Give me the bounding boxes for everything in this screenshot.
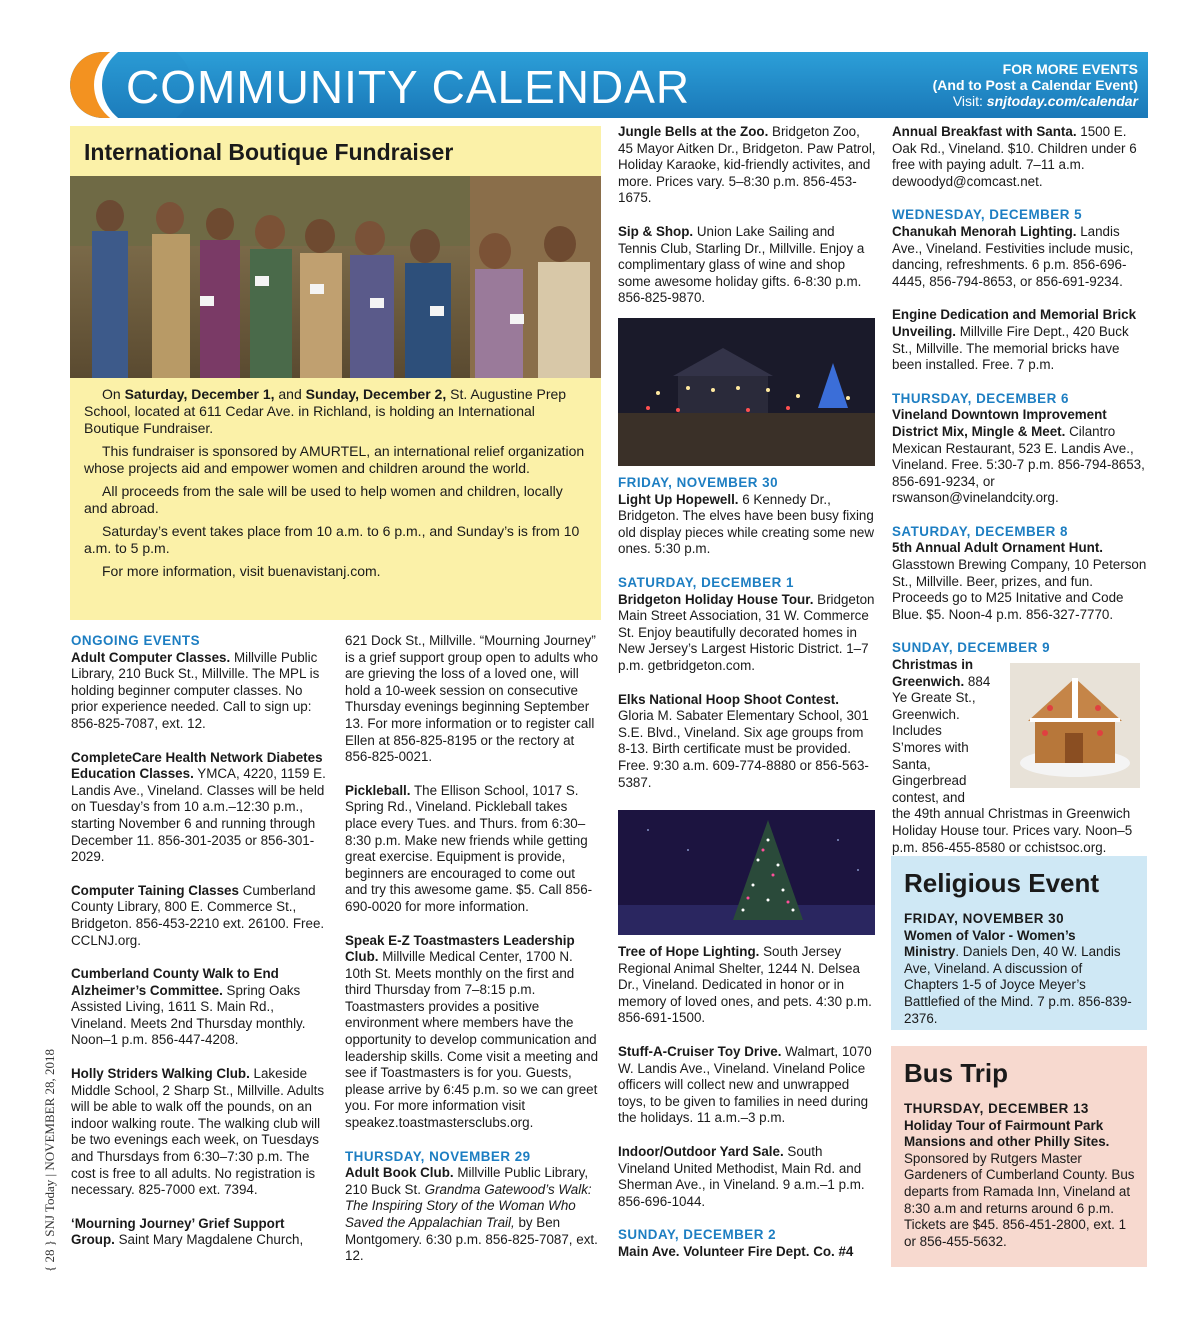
- feature-paragraph: For more information, visit buenavistanj.com.: [102, 563, 381, 579]
- event-details: Millville Public Library, 210 Buck St., Millville. The MPL is holding beginner computer classes. No prior experience needed. Call to sign up: 856-825-7087, ext. 12.: [71, 649, 320, 731]
- event-entry: [618, 492, 876, 558]
- event-details: Millville Public Library, 210 Buck St.: [345, 1165, 589, 1197]
- feature-body: [84, 386, 589, 586]
- page-folio: { 28 } SNJ Today | NOVEMBER 28, 2018: [42, 1048, 57, 1272]
- feature-paragraph: Saturday’s event takes place from 10 a.m. to 6 p.m., and Sunday’s is from 10 a.m. to 5 p.m.: [84, 523, 580, 556]
- religious-event-body: [904, 911, 1134, 1027]
- event-details: by Ben Montgomery. 6:30 p.m. 856-825-7087, ext. 12.: [345, 1215, 598, 1264]
- date-highlight: Sunday, December 2,: [305, 386, 447, 402]
- event-details: the 49th annual Christmas in Greenwich Holiday House tour. Prices vary. Noon–5 p.m. 856-455-8580 or cchistsoc.org.: [892, 806, 1133, 855]
- event-title: Sip & Shop.: [618, 223, 694, 239]
- page-title: COMMUNITY CALENDAR: [126, 61, 691, 113]
- date-heading: THURSDAY, DECEMBER 6: [892, 390, 1069, 406]
- event-entry: [71, 966, 327, 1049]
- event-entry: [618, 592, 876, 675]
- text: On: [102, 386, 125, 402]
- event-details: The Ellison School, 1017 S. Spring Rd., Vineland. Pickleball takes place every Tues. and Thurs. from 6:30–8:30 p.m. Make new friends while getting great exercise. Equipment is provide, beginners are encouraged to come out and try this awesome game. $5. Call 856-690-0020 for more information.: [345, 782, 593, 914]
- more-events-line2: (And to Post a Calendar Event): [932, 77, 1138, 93]
- event-details: 1500 E. Oak Rd., Vineland. $10. Children under 6 free with paying adult. 7–11 a.m. dewoodyd@comcast.net.: [892, 124, 1137, 189]
- event-title: Light Up Hopewell.: [618, 491, 739, 507]
- event-details: YMCA, 4220, 1159 E. Landis Ave., Vineland. Classes will be held on Tuesday’s from 10 a.m.–12:30 p.m., starting November 6 and running through December 11. 856-301-2035 or 856-301-2029.: [71, 766, 326, 865]
- event-entry: [345, 783, 601, 916]
- event-title: Indoor/Outdoor Yard Sale.: [618, 1143, 784, 1159]
- event-entry: [345, 1165, 601, 1265]
- feature-box: [70, 126, 601, 620]
- feature-paragraph: This fundraiser is sponsored by AMURTEL, an international relief organization whose projects aid and empower women and children around the world.: [84, 443, 585, 476]
- calendar-url-link[interactable]: snjtoday.com/calendar: [986, 93, 1138, 109]
- column-3: [618, 124, 876, 324]
- event-details: Cilantro Mexican Restaurant, 523 E. Landis Ave., Vineland. Free. 5:30-7 p.m. 856-794-8653, 856-691-9234, or rswanson@vinelandcity.org.: [892, 423, 1145, 506]
- event-title: Vineland Downtown Improvement District Mix, Mingle & Meet.: [892, 407, 1107, 439]
- more-events-line1: FOR MORE EVENTS: [1002, 61, 1138, 77]
- event-entry: [892, 540, 1148, 623]
- date-heading: SATURDAY, DECEMBER 1: [618, 574, 794, 590]
- event-entry: [618, 1244, 876, 1261]
- column-3-middle: [618, 475, 876, 808]
- feature-paragraph: [84, 386, 589, 437]
- date-highlight: Saturday, December 1,: [124, 386, 275, 402]
- event-entry: [618, 692, 876, 792]
- event-title: Adult Computer Classes.: [71, 649, 231, 665]
- event-title: Cumberland County Walk to End Alzheimer’s Committee.: [71, 966, 279, 998]
- event-title: Bridgeton Holiday House Tour.: [618, 591, 814, 607]
- event-title: CompleteCare Health Network Diabetes Education Classes.: [71, 749, 323, 782]
- date-heading: FRIDAY, NOVEMBER 30: [904, 911, 1065, 926]
- visit-label: Visit:: [952, 93, 987, 109]
- christmas-tree-photo: [618, 810, 875, 935]
- event-title: 5th Annual Adult Ornament Hunt.: [892, 540, 1104, 556]
- fundraiser-photo: [70, 176, 601, 378]
- date-heading: FRIDAY, NOVEMBER 30: [618, 475, 779, 490]
- event-title: Chanukah Menorah Lighting.: [892, 223, 1077, 239]
- event-details: Lakeside Middle School, 2 Sharp St., Millville. Adults will be able to walk off the pounds, on an indoor walking route. The walking club will be two evenings each week, on Tuesdays and Thursdays from 6:30–7:30 p.m. The cost is free to all adults. No registration is necessary. 825-7000 ext. 7394.: [71, 1066, 325, 1198]
- date-heading: WEDNESDAY, DECEMBER 5: [892, 207, 1083, 223]
- event-details: Landis Ave., Vineland. Festivities include music, dancing, refreshments. 6 p.m. 856-696-4445, 856-794-8653, or 856-691-9234.: [892, 223, 1134, 289]
- event-entry: [345, 633, 601, 766]
- text: St. Augustine Prep School, located at 611 Cedar Ave. in Richland, is holding an International Boutique Fundraiser.: [84, 386, 567, 436]
- event-details: Millville Fire Dept., 420 Buck St., Millville. The memorial bricks have been installed. Free. 7 p.m.: [892, 323, 1129, 373]
- event-title: Pickleball.: [345, 782, 411, 798]
- bus-trip-title: Bus Trip: [904, 1058, 1009, 1088]
- event-entry: [892, 307, 1148, 373]
- event-title: Engine Dedication and Memorial Brick Unveiling.: [892, 307, 1137, 339]
- book-title: Grandma Gatewood’s Walk: The Inspiring Story of the Woman Who Saved the Appalachian Trail,: [345, 1181, 592, 1230]
- date-heading: THURSDAY, DECEMBER 13: [904, 1101, 1089, 1116]
- event-details: Walmart, 1070 W. Landis Ave., Vineland. Vineland Police officers will collect new and unwrapped toys, to be given to families in need during the holidays. 11 a.m.–3 p.m.: [618, 1043, 872, 1126]
- holiday-lights-photo: [618, 318, 875, 466]
- event-title: Speak E-Z Toastmasters Leadership Club.: [345, 932, 575, 965]
- column-1: [71, 633, 327, 1266]
- more-events-note: [933, 61, 1138, 109]
- column-3-bottom: [618, 944, 876, 1278]
- religious-event-title: Religious Event: [904, 868, 1100, 898]
- event-details: Saint Mary Magdalene Church,: [114, 1232, 304, 1248]
- event-details: 6 Kennedy Dr., Bridgeton. The elves have been busy fixing old display pieces while creating some new ones. 5:30 p.m.: [618, 491, 875, 557]
- event-details: South Jersey Regional Animal Shelter, 1244 N. Delsea Dr., Vineland. Dedicated in honor or in memory of loved ones, and pets. 4:30 p.m. 856-691-1500.: [618, 944, 872, 1026]
- event-entry: [71, 1066, 327, 1199]
- bus-trip-body: [904, 1101, 1136, 1250]
- event-details: Union Lake Sailing and Tennis Club, Starling Dr., Millville. Enjoy a complimentary glass of wine and shop some awesome holiday gifts. 6-8:30 p.m. 856-825-9870.: [618, 223, 865, 306]
- event-entry: [892, 124, 1148, 190]
- event-title: Jungle Bells at the Zoo.: [618, 124, 769, 139]
- event-title: Main Ave. Volunteer Fire Dept. Co. #4: [618, 1243, 854, 1259]
- event-title: Stuff-A-Cruiser Toy Drive.: [618, 1043, 782, 1059]
- event-details: Spring Oaks Assisted Living, 1611 S. Main Rd., Vineland. Meets 2nd Thursday monthly. Noon–1 p.m. 856-447-4208.: [71, 982, 306, 1048]
- event-details: 884 Ye Greate St., Greenwich. Includes S’mores with Santa, Gingerbread contest, and: [892, 673, 991, 805]
- event-details: Glasstown Brewing Company, 10 Peterson St., Millville. Beer, prizes, and fun. Proceeds go to M25 Initative and Code Blue. $5. Noon-4 p.m. 856-327-7770.: [892, 557, 1147, 622]
- event-details: Sponsored by Rutgers Master Gardeners of Cumberland County. Bus departs from Ramada Inn, Vineland at 8:30 a.m and returns around 6 p.m. Tickets are $45. 856-451-2800, ext. 1 or 856-455-5632.: [904, 1150, 1135, 1249]
- event-entry: [618, 944, 876, 1027]
- event-title: ‘Mourning Journey’ Grief Support Group.: [71, 1215, 285, 1248]
- event-details: Bridgeton Main Street Association, 31 W. Commerce St. Enjoy beautifully decorated homes in New Jersey’s Largest Historic District. 1–7 p.m. getbridgeton.com.: [618, 591, 875, 673]
- event-title: Women of Valor - Women’s Ministry: [904, 927, 1076, 960]
- section-heading-ongoing: ONGOING EVENTS: [71, 633, 201, 648]
- event-details: . Daniels Den, 40 W. Landis Ave, Vineland. A discussion of Chapters 1-5 of Joyce Meyer’s Battlefied of the Mind. 7 p.m. 856-839-2376.: [904, 944, 1132, 1026]
- feature-paragraph: All proceeds from the sale will be used to help women and children, locally and abroad.: [84, 483, 563, 516]
- event-title: Annual Breakfast with Santa.: [892, 124, 1077, 139]
- event-entry: [71, 750, 327, 866]
- event-details: Cumberland County Library, 800 E. Commerce St., Bridgeton. 856-453-2210 ext. 26100. Free. CCLNJ.org.: [71, 882, 325, 948]
- event-entry: [71, 650, 327, 733]
- event-details: South Vineland United Methodist, Main Rd. and Sherman Ave., in Vineland. 9 a.m.–1 p.m. 856-696-1044.: [618, 1143, 865, 1209]
- gingerbread-house-photo: [1010, 663, 1140, 788]
- date-heading: THURSDAY, NOVEMBER 29: [345, 1148, 531, 1164]
- event-details: 621 Dock St., Millville. “Mourning Journey” is a grief support group open to adults who are grieving the loss of a loved one, will hold a 10-week session on consecutive Thursday evenings beginning September 13. For more information or to register call Ellen at 856-825-8195 or the rectory at 856-825-0021.: [345, 633, 599, 765]
- event-entry: [345, 933, 601, 1132]
- text: and: [274, 386, 306, 402]
- event-entry: [618, 224, 876, 307]
- event-entry: [892, 407, 1148, 507]
- event-entry: [892, 224, 1148, 290]
- event-title: Holly Striders Walking Club.: [71, 1066, 250, 1082]
- event-title: Computer Taining Classes: [71, 882, 239, 898]
- event-details: Gloria M. Sabater Elementary School, 301 S.E. Blvd., Vineland. Six age groups from 8-13. Birth certificate must be provided. Free. 9:30 a.m. 609-774-8880 or 856-563-5387.: [618, 708, 869, 790]
- bus-trip-box: [891, 1046, 1147, 1267]
- date-heading: SATURDAY, DECEMBER 8: [892, 523, 1068, 539]
- event-entry: [71, 883, 327, 949]
- event-entry: [618, 1044, 876, 1127]
- event-details: Bridgeton Zoo, 45 Mayor Aitken Dr., Bridgeton. Paw Patrol, Holiday Karaoke, kid-friendly activites, and more. Prices vary. 5–8:30 p.m. 856-453-1675.: [618, 124, 876, 206]
- event-title: Christmas in Greenwich.: [892, 657, 974, 689]
- feature-title: International Boutique Fundraiser: [84, 139, 454, 165]
- event-title: Holiday Tour of Fairmount Park Mansions and other Philly Sites.: [904, 1117, 1110, 1150]
- column-2: [345, 633, 601, 1282]
- event-title: Adult Book Club.: [345, 1165, 454, 1181]
- event-entry: [618, 124, 876, 207]
- event-entry: [618, 1144, 876, 1210]
- event-entry: [71, 1216, 327, 1249]
- religious-event-box: [891, 856, 1147, 1030]
- event-title: Elks National Hoop Shoot Contest.: [618, 691, 839, 707]
- event-details: Millville Medical Center, 1700 N. 10th St. Meets monthly on the first and third Thursday from 7–8:15 p.m. Toastmasters provides a positive environment where members have the opportunity to develop communication and leadership skills. Come visit a meeting and see if Toastmasters is for you. Guests, please arrive by 6:45 p.m. so we can greet you. For more information visit speakez.toastmastersclubs.org.: [345, 949, 599, 1131]
- date-heading: SUNDAY, DECEMBER 2: [618, 1227, 777, 1243]
- header-banner: [70, 52, 1148, 118]
- event-title: Tree of Hope Lighting.: [618, 944, 760, 959]
- date-heading: SUNDAY, DECEMBER 9: [892, 640, 1051, 656]
